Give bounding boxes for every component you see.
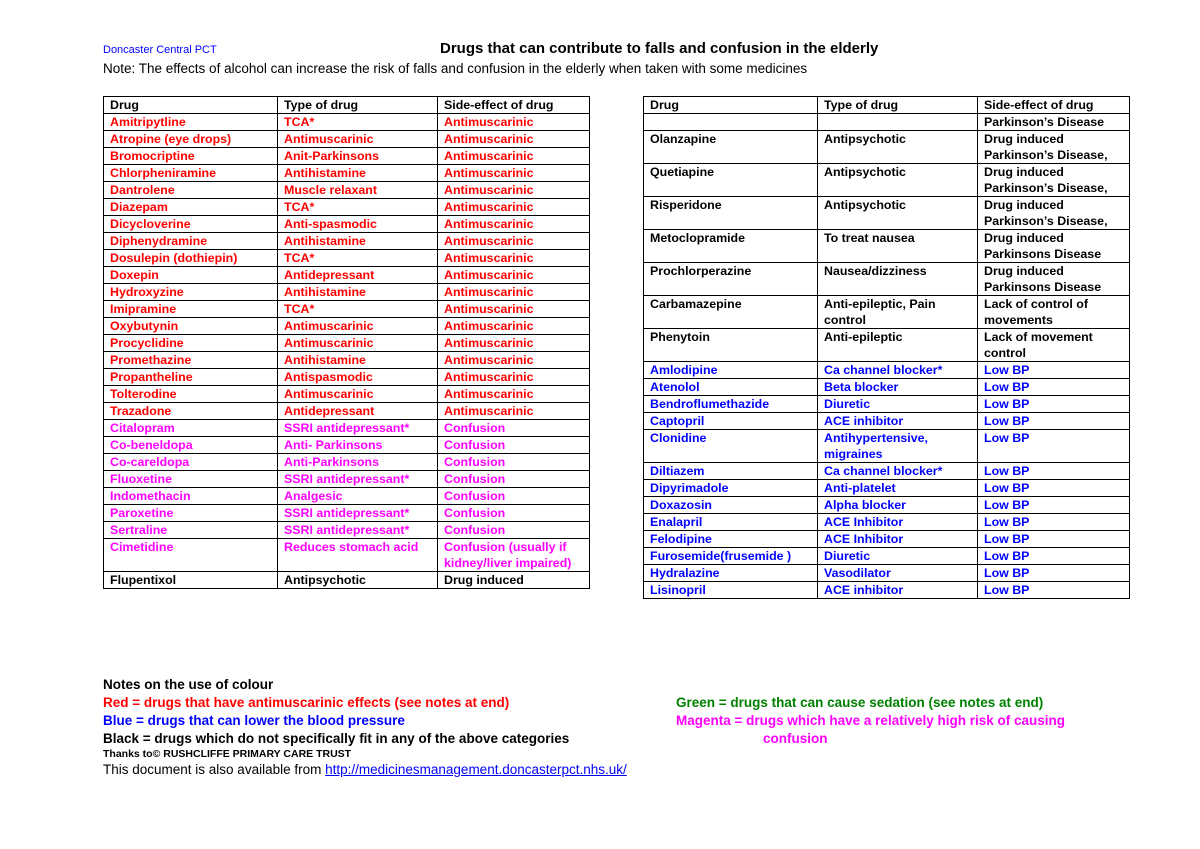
drug-cell: Oxybutynin — [104, 318, 278, 335]
effect-cell: Drug induced Parkinson’s Disease, — [978, 197, 1130, 230]
type-cell: Reduces stomach acid — [278, 539, 438, 572]
type-cell: Beta blocker — [818, 379, 978, 396]
availability-note — [103, 762, 627, 777]
drug-cell: Co-careldopa — [104, 454, 278, 471]
effect-cell: Antimuscarinic — [438, 267, 590, 284]
drug-cell: Bendroflumethazide — [644, 396, 818, 413]
type-cell: ACE inhibitor — [818, 582, 978, 599]
table-row — [104, 148, 590, 165]
type-cell: TCA* — [278, 199, 438, 216]
drug-cell: Metoclopramide — [644, 230, 818, 263]
alcohol-note: Note: The effects of alcohol can increase the risk of falls and confusion in the elderly when taken with some medicines — [103, 61, 808, 76]
table-row — [644, 131, 1130, 164]
legend-green: Green = drugs that can cause sedation (see notes at end) — [676, 695, 1044, 710]
drug-cell: Dosulepin (dothiepin) — [104, 250, 278, 267]
table-row — [104, 165, 590, 182]
drug-cell: Fluoxetine — [104, 471, 278, 488]
drug-cell: Procyclidine — [104, 335, 278, 352]
table-row — [104, 454, 590, 471]
header-drug: Drug — [644, 97, 818, 114]
type-cell: Nausea/dizziness — [818, 263, 978, 296]
type-cell: Vasodilator — [818, 565, 978, 582]
drug-cell: Enalapril — [644, 514, 818, 531]
drug-cell: Doxazosin — [644, 497, 818, 514]
type-cell: Antidepressant — [278, 267, 438, 284]
drug-cell: Citalopram — [104, 420, 278, 437]
type-cell: Diuretic — [818, 548, 978, 565]
table-row — [644, 548, 1130, 565]
effect-cell: Antimuscarinic — [438, 386, 590, 403]
type-cell: Anti- Parkinsons — [278, 437, 438, 454]
effect-cell: Lack of control of movements — [978, 296, 1130, 329]
drug-cell: Captopril — [644, 413, 818, 430]
effect-cell: Antimuscarinic — [438, 318, 590, 335]
drug-cell: Atenolol — [644, 379, 818, 396]
table-row — [104, 267, 590, 284]
type-cell: Antihistamine — [278, 352, 438, 369]
type-cell: Anti-epileptic — [818, 329, 978, 362]
type-cell: ACE inhibitor — [818, 413, 978, 430]
legend-blue: Blue = drugs that can lower the blood pressure — [103, 713, 405, 728]
drug-cell: Olanzapine — [644, 131, 818, 164]
table-row — [644, 565, 1130, 582]
drug-cell: Phenytoin — [644, 329, 818, 362]
drug-cell: Tolterodine — [104, 386, 278, 403]
table-row — [644, 362, 1130, 379]
drug-cell: Imipramine — [104, 301, 278, 318]
type-cell: Antipsychotic — [818, 131, 978, 164]
drug-cell: Hydralazine — [644, 565, 818, 582]
legend-magenta: Magenta = drugs which have a relatively high risk of causing — [676, 713, 1065, 728]
drug-cell: Prochlorperazine — [644, 263, 818, 296]
table-row — [104, 233, 590, 250]
drug-cell: Lisinopril — [644, 582, 818, 599]
effect-cell: Confusion (usually if kidney/liver impaired) — [438, 539, 590, 572]
table-row — [644, 230, 1130, 263]
type-cell: TCA* — [278, 114, 438, 131]
effect-cell: Antimuscarinic — [438, 284, 590, 301]
effect-cell: Antimuscarinic — [438, 199, 590, 216]
effect-cell: Low BP — [978, 531, 1130, 548]
table-row — [104, 199, 590, 216]
drug-cell: Propantheline — [104, 369, 278, 386]
effect-cell: Antimuscarinic — [438, 148, 590, 165]
effect-cell: Parkinson’s Disease — [978, 114, 1130, 131]
type-cell: SSRI antidepressant* — [278, 522, 438, 539]
effect-cell: Drug induced Parkinsons Disease — [978, 230, 1130, 263]
effect-cell: Antimuscarinic — [438, 131, 590, 148]
type-cell: Antihistamine — [278, 165, 438, 182]
type-cell: Antidepressant — [278, 403, 438, 420]
drug-cell: Clonidine — [644, 430, 818, 463]
header-effect: Side-effect of drug — [438, 97, 590, 114]
drug-table-right — [643, 96, 1130, 599]
drug-cell: Cimetidine — [104, 539, 278, 572]
drug-cell: Dantrolene — [104, 182, 278, 199]
effect-cell: Confusion — [438, 505, 590, 522]
table-row — [104, 437, 590, 454]
org-name: Doncaster Central PCT — [103, 44, 217, 56]
type-cell: Antimuscarinic — [278, 335, 438, 352]
table-row — [644, 396, 1130, 413]
legend-magenta-cont: confusion — [763, 731, 828, 746]
table-row — [644, 114, 1130, 131]
legend-black: Black = drugs which do not specifically fit in any of the above categories — [103, 731, 570, 746]
effect-cell: Antimuscarinic — [438, 233, 590, 250]
table-row — [104, 114, 590, 131]
table-row — [644, 329, 1130, 362]
effect-cell: Antimuscarinic — [438, 403, 590, 420]
page-title: Drugs that can contribute to falls and confusion in the elderly — [440, 40, 879, 57]
type-cell: Antipsychotic — [818, 164, 978, 197]
thanks-credit: Thanks to© RUSHCLIFFE PRIMARY CARE TRUST — [103, 748, 352, 760]
table-row — [104, 131, 590, 148]
availability-text: This document is also available from — [103, 762, 326, 777]
table-header-row — [644, 97, 1130, 114]
table-row — [104, 182, 590, 199]
table-row — [104, 216, 590, 233]
type-cell: TCA* — [278, 301, 438, 318]
table-row — [104, 471, 590, 488]
header-type: Type of drug — [278, 97, 438, 114]
table-row — [104, 335, 590, 352]
type-cell: SSRI antidepressant* — [278, 505, 438, 522]
drug-cell — [644, 114, 818, 131]
effect-cell: Low BP — [978, 430, 1130, 463]
type-cell: Ca channel blocker* — [818, 463, 978, 480]
table-row — [104, 352, 590, 369]
effect-cell: Antimuscarinic — [438, 250, 590, 267]
drug-cell: Amitripytline — [104, 114, 278, 131]
drug-cell: Risperidone — [644, 197, 818, 230]
table-row — [644, 379, 1130, 396]
drug-cell: Felodipine — [644, 531, 818, 548]
effect-cell: Antimuscarinic — [438, 216, 590, 233]
table-row — [104, 505, 590, 522]
header-drug: Drug — [104, 97, 278, 114]
table-row — [104, 488, 590, 505]
effect-cell: Low BP — [978, 463, 1130, 480]
effect-cell: Antimuscarinic — [438, 114, 590, 131]
table-row — [644, 582, 1130, 599]
effect-cell: Antimuscarinic — [438, 369, 590, 386]
drug-cell: Paroxetine — [104, 505, 278, 522]
drug-cell: Carbamazepine — [644, 296, 818, 329]
drug-cell: Indomethacin — [104, 488, 278, 505]
effect-cell: Low BP — [978, 548, 1130, 565]
table-row — [644, 430, 1130, 463]
drug-cell: Doxepin — [104, 267, 278, 284]
effect-cell: Antimuscarinic — [438, 352, 590, 369]
type-cell: Antipsychotic — [278, 572, 438, 589]
type-cell: Antipsychotic — [818, 197, 978, 230]
table-row — [644, 413, 1130, 430]
effect-cell: Confusion — [438, 420, 590, 437]
effect-cell: Drug induced Parkinson’s Disease, — [978, 131, 1130, 164]
table-row — [104, 539, 590, 572]
drug-cell: Bromocriptine — [104, 148, 278, 165]
table-row — [644, 164, 1130, 197]
table-row — [104, 301, 590, 318]
effect-cell: Low BP — [978, 497, 1130, 514]
table-row — [644, 531, 1130, 548]
type-cell: Ca channel blocker* — [818, 362, 978, 379]
table-row — [104, 250, 590, 267]
type-cell: Analgesic — [278, 488, 438, 505]
type-cell: ACE Inhibitor — [818, 531, 978, 548]
effect-cell: Confusion — [438, 471, 590, 488]
type-cell: Diuretic — [818, 396, 978, 413]
drug-cell: Amlodipine — [644, 362, 818, 379]
type-cell: SSRI antidepressant* — [278, 420, 438, 437]
website-link[interactable]: http://medicinesmanagement.doncasterpct.nhs.uk/ — [325, 762, 627, 777]
effect-cell: Drug induced Parkinsons Disease — [978, 263, 1130, 296]
table-row — [644, 197, 1130, 230]
table-row — [104, 369, 590, 386]
drug-cell: Flupentixol — [104, 572, 278, 589]
effect-cell: Confusion — [438, 454, 590, 471]
type-cell: SSRI antidepressant* — [278, 471, 438, 488]
type-cell: ACE Inhibitor — [818, 514, 978, 531]
effect-cell: Drug induced Parkinson’s Disease, — [978, 164, 1130, 197]
drug-cell: Dicycloverine — [104, 216, 278, 233]
legend-red: Red = drugs that have antimuscarinic effects (see notes at end) — [103, 695, 510, 710]
drug-cell: Diazepam — [104, 199, 278, 216]
effect-cell: Low BP — [978, 565, 1130, 582]
drug-cell: Furosemide(frusemide ) — [644, 548, 818, 565]
drug-cell: Trazadone — [104, 403, 278, 420]
type-cell: Anti-Parkinsons — [278, 454, 438, 471]
type-cell: To treat nausea — [818, 230, 978, 263]
effect-cell: Low BP — [978, 582, 1130, 599]
effect-cell: Lack of movement control — [978, 329, 1130, 362]
drug-cell: Hydroxyzine — [104, 284, 278, 301]
drug-cell: Dipyrimadole — [644, 480, 818, 497]
drug-cell: Sertraline — [104, 522, 278, 539]
drug-cell: Diphenydramine — [104, 233, 278, 250]
table-row — [104, 386, 590, 403]
table-row — [644, 480, 1130, 497]
drug-cell: Diltiazem — [644, 463, 818, 480]
type-cell: Anti-platelet — [818, 480, 978, 497]
type-cell: Antimuscarinic — [278, 386, 438, 403]
table-row — [104, 284, 590, 301]
table-row — [104, 572, 590, 589]
table-row — [104, 403, 590, 420]
type-cell — [818, 114, 978, 131]
effect-cell: Drug induced — [438, 572, 590, 589]
effect-cell: Low BP — [978, 514, 1130, 531]
type-cell: Anti-epileptic, Pain control — [818, 296, 978, 329]
type-cell: Antispasmodic — [278, 369, 438, 386]
effect-cell: Confusion — [438, 437, 590, 454]
type-cell: Anit-Parkinsons — [278, 148, 438, 165]
effect-cell: Low BP — [978, 396, 1130, 413]
effect-cell: Confusion — [438, 522, 590, 539]
type-cell: Alpha blocker — [818, 497, 978, 514]
type-cell: Antihistamine — [278, 284, 438, 301]
type-cell: Antimuscarinic — [278, 318, 438, 335]
type-cell: Anti-spasmodic — [278, 216, 438, 233]
table-row — [644, 296, 1130, 329]
table-row — [104, 318, 590, 335]
table-header-row — [104, 97, 590, 114]
effect-cell: Antimuscarinic — [438, 335, 590, 352]
effect-cell: Low BP — [978, 480, 1130, 497]
table-row — [644, 463, 1130, 480]
type-cell: Muscle relaxant — [278, 182, 438, 199]
effect-cell: Antimuscarinic — [438, 165, 590, 182]
drug-table-left — [103, 96, 590, 589]
type-cell: Antimuscarinic — [278, 131, 438, 148]
type-cell: Antihistamine — [278, 233, 438, 250]
effect-cell: Antimuscarinic — [438, 182, 590, 199]
table-row — [644, 497, 1130, 514]
table-row — [644, 263, 1130, 296]
legend-heading: Notes on the use of colour — [103, 677, 274, 692]
effect-cell: Low BP — [978, 413, 1130, 430]
drug-cell: Promethazine — [104, 352, 278, 369]
table-row — [104, 420, 590, 437]
table-row — [644, 514, 1130, 531]
effect-cell: Low BP — [978, 362, 1130, 379]
drug-cell: Co-beneldopa — [104, 437, 278, 454]
table-row — [104, 522, 590, 539]
type-cell: Antihypertensive, migraines — [818, 430, 978, 463]
header-type: Type of drug — [818, 97, 978, 114]
type-cell: TCA* — [278, 250, 438, 267]
effect-cell: Low BP — [978, 379, 1130, 396]
effect-cell: Antimuscarinic — [438, 301, 590, 318]
drug-cell: Atropine (eye drops) — [104, 131, 278, 148]
drug-cell: Chlorpheniramine — [104, 165, 278, 182]
effect-cell: Confusion — [438, 488, 590, 505]
drug-cell: Quetiapine — [644, 164, 818, 197]
header-effect: Side-effect of drug — [978, 97, 1130, 114]
